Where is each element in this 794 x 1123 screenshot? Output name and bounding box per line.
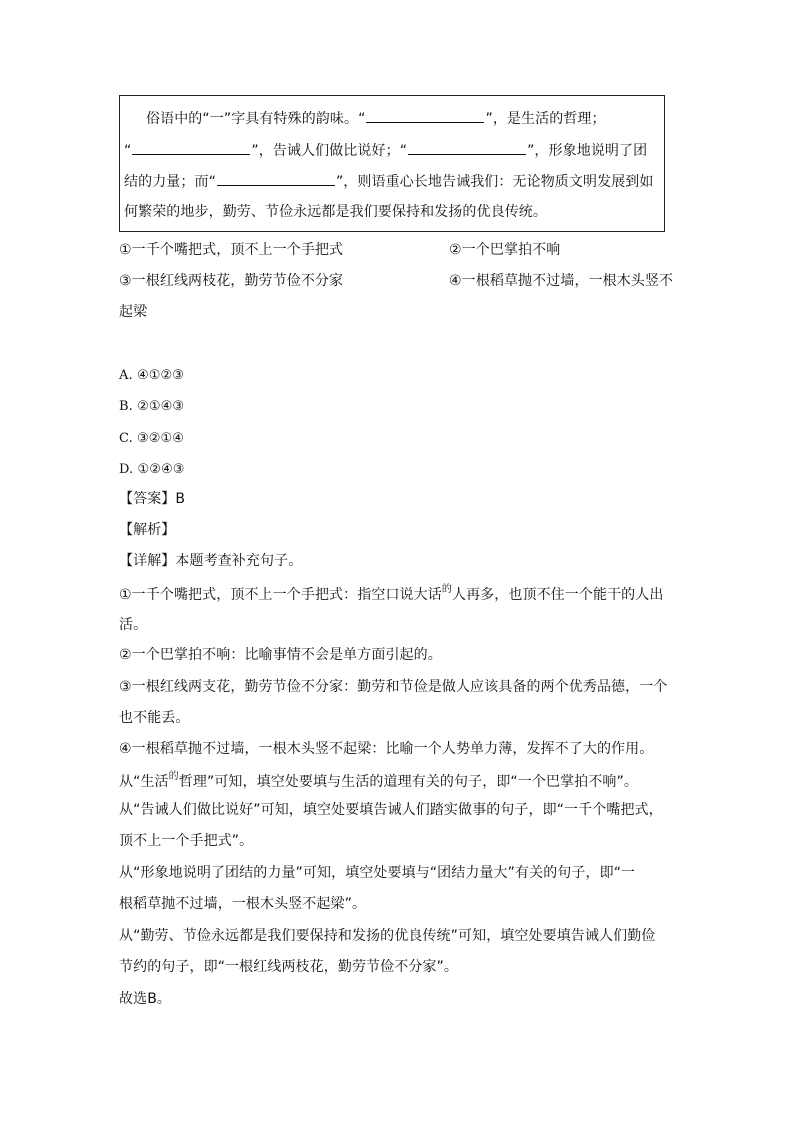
blank-1: [366, 109, 484, 123]
fill-reason-2: 从“告诫人们做比说好”可知，填空处要填告诫人们踏实做事的句子，即“一千个嘴把式，: [119, 802, 663, 818]
option-a: A. ④①②③: [119, 368, 184, 383]
passage-text: “: [124, 143, 132, 159]
fill-reason-4-cont: 节约的句子，即“一根红线两枝花，勤劳节俭不分家”。: [119, 959, 459, 975]
blank-2: [132, 141, 250, 155]
item-2: ②一个巴掌拍不响: [449, 242, 561, 258]
blank-3: [408, 141, 526, 155]
fill-reason-2-cont: 顶不上一个手把式”。: [119, 833, 254, 849]
passage-line-3: [124, 172, 654, 191]
detail-heading: 【详解】本题考查补充句子。: [119, 553, 303, 569]
passage-line-4: 何繁荣的地步，勤劳、节俭永远都是我们要保持和发扬的优良传统。: [124, 204, 547, 220]
explanation-3: ③一根红线两支花，勤劳节俭不分家：勤劳和节俭是做人应该具备的两个优秀品德，一个: [119, 679, 668, 695]
passage-text: ”，形象地说明了团: [527, 143, 648, 159]
exp-text: ①一千个嘴把式，顶不上一个手把式：指空口说大话: [119, 587, 442, 603]
passage-text: 结的力量；而“: [124, 174, 216, 190]
blank-4: [217, 172, 335, 186]
fill-reason-3-cont: 根稻草抛不过墙，一根木头竖不起梁”。: [119, 896, 367, 912]
passage-text: ”，告诫人们做比说好；“: [251, 143, 408, 159]
option-b: B. ②①④③: [119, 399, 185, 414]
item-4-continued: 起梁: [119, 304, 148, 320]
exp-text: 人再多，也顶不住一个能干的人出: [451, 587, 664, 603]
passage-text: ”，则语重心长地告诫我们：无论物质文明发展到如: [335, 174, 654, 190]
item-3: ③一根红线两枝花，勤劳节俭不分家: [119, 273, 344, 289]
fill-reason-3: 从“形象地说明了团结的力量”可知，填空处要填与“团结力量大”有关的句子，即“一: [119, 865, 636, 881]
exp-text: 从“生活: [119, 774, 169, 790]
passage-text: ”，是生活的哲理；: [485, 111, 606, 127]
explanation-2: ②一个巴掌拍不响：比喻事情不会是单方面引起的。: [119, 647, 442, 663]
item-4: ④一根稻草抛不过墙，一根木头竖不: [449, 273, 674, 289]
superscript-char: 的: [168, 771, 179, 782]
conclusion: 故选B。: [119, 991, 172, 1007]
explanation-4: ④一根稻草抛不过墙，一根木头竖不起梁：比喻一个人势单力薄，发挥不了大的作用。: [119, 741, 654, 757]
option-c: C. ③②①④: [119, 431, 185, 446]
passage-text: 俗语中的“一”字具有特殊的韵味。“: [146, 111, 366, 127]
item-1: ①一千个嘴把式，顶不上一个手把式: [119, 242, 344, 258]
analysis-label: 【解析】: [119, 522, 176, 538]
passage-line-2: [124, 141, 647, 160]
answer: 【答案】B: [119, 491, 186, 507]
fill-reason-4: 从“勤劳、节俭永远都是我们要保持和发扬的优良传统”可知，填空处要填告诫人们勤俭: [119, 928, 656, 944]
fill-reason-1: [119, 773, 638, 793]
explanation-1: [119, 586, 663, 606]
passage-line-1: [146, 109, 606, 128]
exp-text: 哲理”可知，填空处要填与生活的道理有关的句子，即“一个巴掌拍不响”。: [178, 774, 638, 790]
superscript-char: 的: [441, 584, 452, 595]
explanation-1-cont: 活。: [119, 617, 148, 633]
explanation-3-cont: 也不能丢。: [119, 710, 190, 726]
option-d: D. ①②④③: [119, 462, 185, 477]
